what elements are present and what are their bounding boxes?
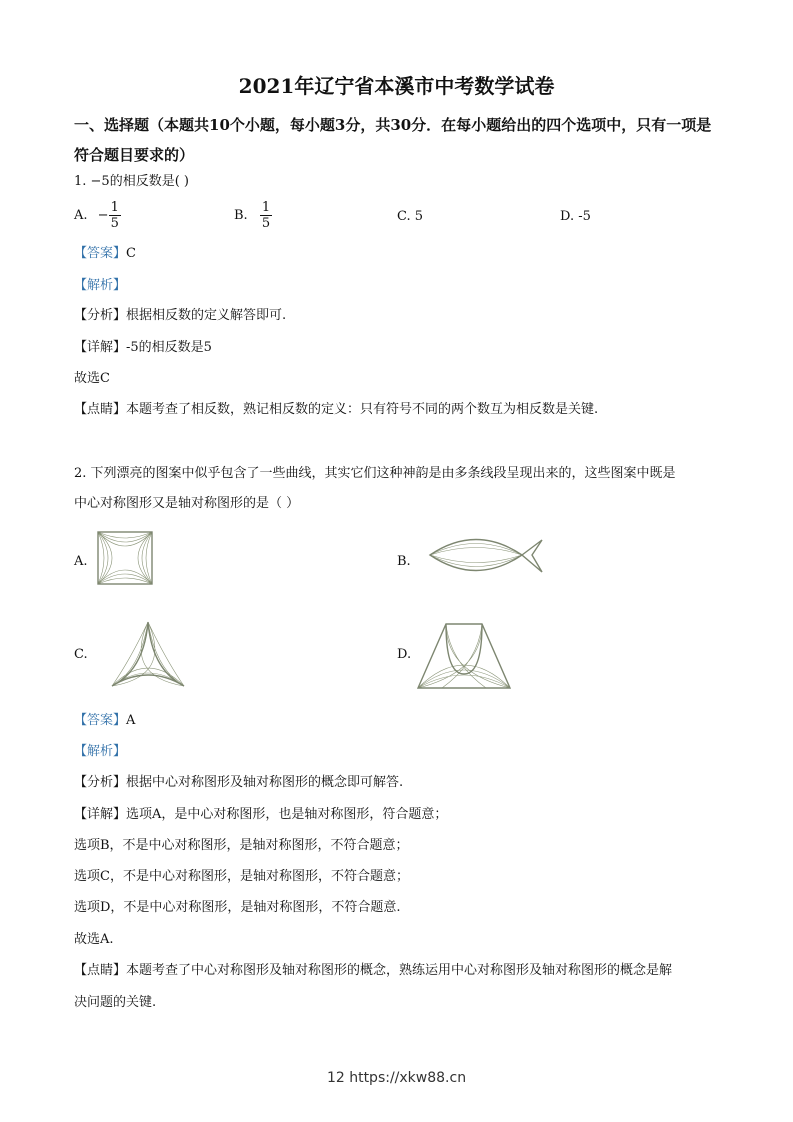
dianjing-text: 本题考查了中心对称图形及轴对称图形的概念，熟练运用中心对称图形及轴对称图形的概念是解	[126, 963, 673, 978]
q1-option-c-label: C.	[397, 209, 411, 224]
fenxi-text: 根据相反数的定义解答即可.	[126, 308, 287, 323]
xiangjie-text: 选项A，是中心对称图形，也是轴对称图形，符合题意；	[126, 807, 448, 822]
q2-option-d-label[interactable]: D.	[397, 647, 412, 662]
dianjing-tag: 【点睛】	[74, 402, 127, 417]
q2-figure-b	[428, 530, 546, 580]
q2-dianjing-line-2: 决问题的关键.	[74, 995, 157, 1010]
q1-option-d-value: -5	[578, 209, 591, 224]
q1-analysis-tag: 【解析】	[74, 278, 127, 293]
q2-figure-c	[110, 620, 186, 688]
q2-xiangjie-line-4: 选项D，不是中心对称图形，是轴对称图形，不符合题意.	[74, 900, 401, 915]
fenxi-tag: 【分析】	[74, 308, 127, 323]
q1-option-a-fraction	[109, 200, 121, 231]
q1-option-a-sign: −	[97, 208, 109, 223]
trapezoid-curve-pattern	[418, 624, 510, 688]
q1-option-b[interactable]	[234, 200, 272, 231]
q1-option-c-value: 5	[414, 209, 424, 224]
fish-pattern	[430, 540, 542, 573]
answer-value: A	[126, 713, 136, 728]
page-title: 2021年辽宁省本溪市中考数学试卷	[238, 74, 555, 98]
fraction-denominator: 5	[110, 216, 119, 231]
q1-option-c[interactable]	[397, 209, 423, 224]
dianjing-tag: 【点睛】	[74, 963, 127, 978]
dianjing-text: 本题考查了相反数，熟记相反数的定义：只有符号不同的两个数互为相反数是关键.	[126, 402, 599, 417]
fraction-numerator: 1	[261, 200, 271, 215]
q2-xiangjie-line-3: 选项C，不是中心对称图形，是轴对称图形，不符合题意；	[74, 869, 409, 884]
xiangjie-tag: 【详解】	[74, 340, 127, 355]
q2-analysis-tag: 【解析】	[74, 744, 127, 759]
q1-option-a[interactable]	[74, 200, 121, 231]
fraction-denominator: 5	[261, 216, 271, 231]
q1-xiangjie	[74, 339, 212, 357]
answer-value: C	[126, 246, 136, 261]
q2-option-b-label[interactable]: B.	[397, 554, 411, 569]
q1-guxuan: 故选C	[74, 371, 110, 386]
xiangjie-text: -5的相反数是5	[126, 340, 212, 355]
page-footer: 12 https://xkw88.cn	[326, 1070, 467, 1086]
q1-option-a-label: A.	[74, 208, 88, 223]
q1-option-d-label: D.	[560, 209, 575, 224]
q2-guxuan: 故选A.	[74, 932, 114, 947]
q1-option-b-label: B.	[234, 208, 248, 223]
q1-dianjing	[74, 401, 598, 419]
q1-answer	[74, 245, 136, 263]
q2-figure-d	[416, 622, 512, 690]
q1-option-d[interactable]	[560, 209, 591, 224]
q2-stem-line-2: 中心对称图形又是轴对称图形的是（ ）	[74, 496, 300, 511]
triangle-curve-pattern	[112, 622, 184, 686]
q2-answer	[74, 712, 135, 730]
fraction-numerator: 1	[110, 200, 119, 215]
q1-fenxi	[74, 307, 286, 325]
q2-option-c-label[interactable]: C.	[74, 647, 88, 662]
q2-figure-a	[96, 530, 154, 586]
q1-stem: 1. −5的相反数是( )	[74, 174, 189, 189]
q2-stem-line-1: 2. 下列漂亮的图案中似乎包含了一些曲线，其实它们这种神韵是由多条线段呈现出来的，这些图案中既是	[74, 466, 676, 481]
fenxi-tag: 【分析】	[74, 775, 127, 790]
section-heading: 一、选择题（本题共10个小题，每小题3分，共30分．在每小题给出的四个选项中，只有一项是符合题目要求的）	[74, 116, 712, 164]
q2-fenxi	[74, 774, 403, 792]
answer-tag: 【答案】	[74, 713, 127, 728]
q2-xiangjie-line-1	[74, 806, 447, 824]
q2-xiangjie-line-2: 选项B，不是中心对称图形，是轴对称图形，不符合题意；	[74, 838, 409, 853]
square-arc-pattern	[98, 532, 152, 584]
xiangjie-tag: 【详解】	[74, 807, 127, 822]
q1-option-b-fraction	[260, 200, 272, 231]
fenxi-text: 根据中心对称图形及轴对称图形的概念即可解答.	[126, 775, 404, 790]
answer-tag: 【答案】	[74, 246, 127, 261]
q2-dianjing-line-1	[74, 962, 672, 980]
q2-option-a-label[interactable]: A.	[74, 554, 88, 569]
